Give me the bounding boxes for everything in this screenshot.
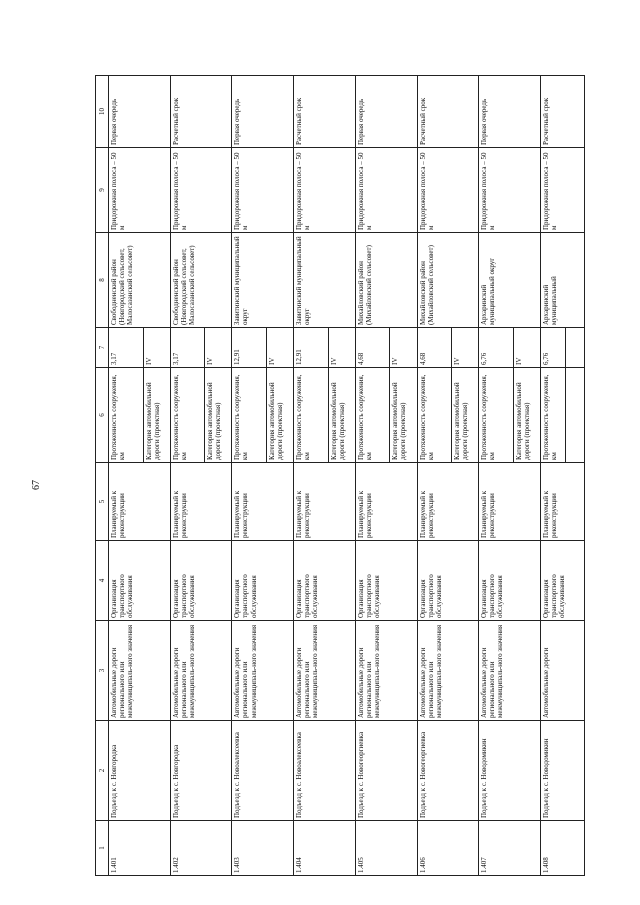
length-value: 3,17 (171, 352, 180, 365)
object-purpose: Организация транспортного обслуживания (479, 541, 541, 621)
object-name: Подъезд к с. Новодомикин (541, 721, 585, 821)
header-row (96, 76, 109, 876)
implementation-deadline: Первая очередь (232, 76, 294, 148)
param-length-label: Протяженность сооружения, км (110, 374, 127, 460)
object-location: Архаринский муниципальный округ (479, 233, 541, 328)
object-type: Автомобильные дороги регионального или межмуниципаль-ного значения (170, 621, 232, 721)
col-header: 2 (96, 721, 109, 821)
object-status: Планируемый к реконструкции (170, 463, 232, 541)
object-purpose: Организация транспортного обслуживания (417, 541, 479, 621)
object-status: Планируемый к реконструкции (294, 463, 356, 541)
length-value: 4,68 (356, 352, 365, 365)
category-value: IV (451, 328, 478, 367)
protection-zone: Придорожная полоса – 50 м (541, 148, 585, 233)
table-row (417, 76, 479, 876)
object-purpose: Организация транспортного обслуживания (294, 541, 356, 621)
param-category-label: Категория автомобильной дороги (проектная) (204, 368, 231, 462)
protection-zone: Придорожная полоса – 50 м (355, 148, 417, 233)
implementation-deadline: Расчетный срок (541, 76, 585, 148)
param-length-label: Протяженность сооружения, км (356, 374, 373, 460)
object-purpose: Организация транспортного обслуживания (355, 541, 417, 621)
param-category-label (565, 368, 584, 462)
row-number: 1.404 (294, 821, 356, 876)
protection-zone: Придорожная полоса – 50 м (170, 148, 232, 233)
value-cell (170, 328, 232, 368)
param-category-label: Категория автомобильной дороги (проектная) (389, 368, 416, 462)
value-cell (294, 328, 356, 368)
param-length-label: Протяженность сооружения, км (295, 374, 312, 460)
param-category-label: Категория автомобильной дороги (проектная) (328, 368, 355, 462)
row-number: 1.406 (417, 821, 479, 876)
protection-zone: Придорожная полоса – 50 м (109, 148, 171, 233)
object-purpose: Организация транспортного обслуживания (232, 541, 294, 621)
object-status: Планируемый к реконструкции (541, 463, 585, 541)
value-cell (479, 328, 541, 368)
parameter-cell (355, 368, 417, 463)
row-number: 1.402 (170, 821, 232, 876)
rotated-table-container (95, 76, 585, 876)
row-number: 1.401 (109, 821, 171, 876)
row-number: 1.403 (232, 821, 294, 876)
parameter-cell (232, 368, 294, 463)
object-type: Автомобильные дороги (541, 621, 585, 721)
protection-zone: Придорожная полоса – 50 м (294, 148, 356, 233)
object-purpose: Организация транспортного обслуживания (541, 541, 585, 621)
col-header: 5 (96, 463, 109, 541)
object-location: Архаринский муниципальный (541, 233, 585, 328)
category-value: IV (389, 328, 416, 367)
table-row (232, 76, 294, 876)
col-header: 1 (96, 821, 109, 876)
implementation-deadline: Первая очередь (355, 76, 417, 148)
col-header: 8 (96, 233, 109, 328)
object-type: Автомобильные дороги регионального или межмуниципаль-ного значения (232, 621, 294, 721)
implementation-deadline: Расчетный срок (170, 76, 232, 148)
length-value: 12,91 (295, 349, 304, 365)
param-category-label: Категория автомобильной дороги (проектная) (143, 368, 170, 462)
category-value: IV (266, 328, 293, 367)
protection-zone: Придорожная полоса – 50 м (417, 148, 479, 233)
protection-zone: Придорожная полоса – 50 м (479, 148, 541, 233)
value-cell (417, 328, 479, 368)
col-header: 7 (96, 328, 109, 368)
object-name: Подъезд к с. Новодомикин (479, 721, 541, 821)
parameter-cell (109, 368, 171, 463)
length-value: 3,17 (110, 352, 118, 365)
protection-zone: Придорожная полоса – 50 м (232, 148, 294, 233)
object-purpose: Организация транспортного обслуживания (109, 541, 171, 621)
length-value: 12,91 (233, 349, 242, 365)
object-location: Михайловский район (Михайловский сельсовет) (355, 233, 417, 328)
length-value: 4,68 (418, 352, 427, 365)
object-location: Свободненский район (Новгородский сельсовет, Малосазанский сельсовет) (109, 233, 171, 328)
object-name: Подъезд к с. Новогеоргиевка (417, 721, 479, 821)
table-row (479, 76, 541, 876)
object-location: Михайловский район (Михайловский сельсовет) (417, 233, 479, 328)
param-length-label: Протяженность сооружения, км (480, 374, 497, 460)
parameter-cell (294, 368, 356, 463)
param-length-label: Протяженность сооружения, км (542, 374, 559, 460)
parameter-cell (479, 368, 541, 463)
col-header: 6 (96, 368, 109, 463)
row-number: 1.408 (541, 821, 585, 876)
object-status: Планируемый к реконструкции (355, 463, 417, 541)
value-cell (541, 328, 585, 368)
category-value (565, 328, 584, 367)
object-location: Завитинский муниципальный округ (294, 233, 356, 328)
implementation-deadline: Первая очередь (479, 76, 541, 148)
implementation-deadline: Расчетный срок (294, 76, 356, 148)
road-objects-table (95, 75, 585, 876)
object-status: Планируемый к реконструкции (109, 463, 171, 541)
parameter-cell (170, 368, 232, 463)
category-value: IV (143, 328, 170, 367)
table-body (109, 76, 585, 876)
object-type: Автомобильные дороги регионального или межмуниципаль-ного значения (417, 621, 479, 721)
value-cell (232, 328, 294, 368)
parameter-cell (417, 368, 479, 463)
table-row (170, 76, 232, 876)
object-type: Автомобильные дороги регионального или межмуниципаль-ного значения (355, 621, 417, 721)
object-status: Планируемый к реконструкции (232, 463, 294, 541)
object-name: Подъезд к с. Новгородка (109, 721, 171, 821)
length-value: 6,76 (480, 352, 489, 365)
object-location: Завитинский муниципальный округ (232, 233, 294, 328)
table-row (109, 76, 171, 876)
page-number: 67 (31, 480, 42, 490)
param-category-label: Категория автомобильной дороги (проектная) (451, 368, 478, 462)
length-value: 6,76 (542, 352, 551, 365)
category-value: IV (513, 328, 540, 367)
category-value: IV (204, 328, 231, 367)
param-length-label: Протяженность сооружения, км (418, 374, 435, 460)
table-row (294, 76, 356, 876)
object-type: Автомобильные дороги регионального или межмуниципаль-ного значения (479, 621, 541, 721)
object-purpose: Организация транспортного обслуживания (170, 541, 232, 621)
object-location: Свободненский район (Новгородский сельсовет, Малосазанский сельсовет) (170, 233, 232, 328)
object-name: Подъезд к с. Новогеоргиевка (355, 721, 417, 821)
parameter-cell (541, 368, 585, 463)
col-header: 4 (96, 541, 109, 621)
param-length-label: Протяженность сооружения, км (233, 374, 250, 460)
object-type: Автомобильные дороги регионального или межмуниципаль-ного значения (109, 621, 171, 721)
value-cell (109, 328, 171, 368)
object-type: Автомобильные дороги регионального или межмуниципаль-ного значения (294, 621, 356, 721)
col-header: 3 (96, 621, 109, 721)
row-number: 1.405 (355, 821, 417, 876)
param-category-label: Категория автомобильной дороги (проектная) (513, 368, 540, 462)
object-status: Планируемый к реконструкции (479, 463, 541, 541)
table-row (541, 76, 585, 876)
implementation-deadline: Первая очередь (109, 76, 171, 148)
table-row (355, 76, 417, 876)
param-category-label: Категория автомобильной дороги (проектная) (266, 368, 293, 462)
param-length-label: Протяженность сооружения, км (171, 374, 188, 460)
object-name: Подъезд к с. Новоалексеевка (232, 721, 294, 821)
col-header: 10 (96, 76, 109, 148)
object-name: Подъезд к с. Новгородка (170, 721, 232, 821)
category-value: IV (328, 328, 355, 367)
row-number: 1.407 (479, 821, 541, 876)
value-cell (355, 328, 417, 368)
col-header: 9 (96, 148, 109, 233)
implementation-deadline: Расчетный срок (417, 76, 479, 148)
object-status: Планируемый к реконструкции (417, 463, 479, 541)
object-name: Подъезд к с. Новоалексеевка (294, 721, 356, 821)
